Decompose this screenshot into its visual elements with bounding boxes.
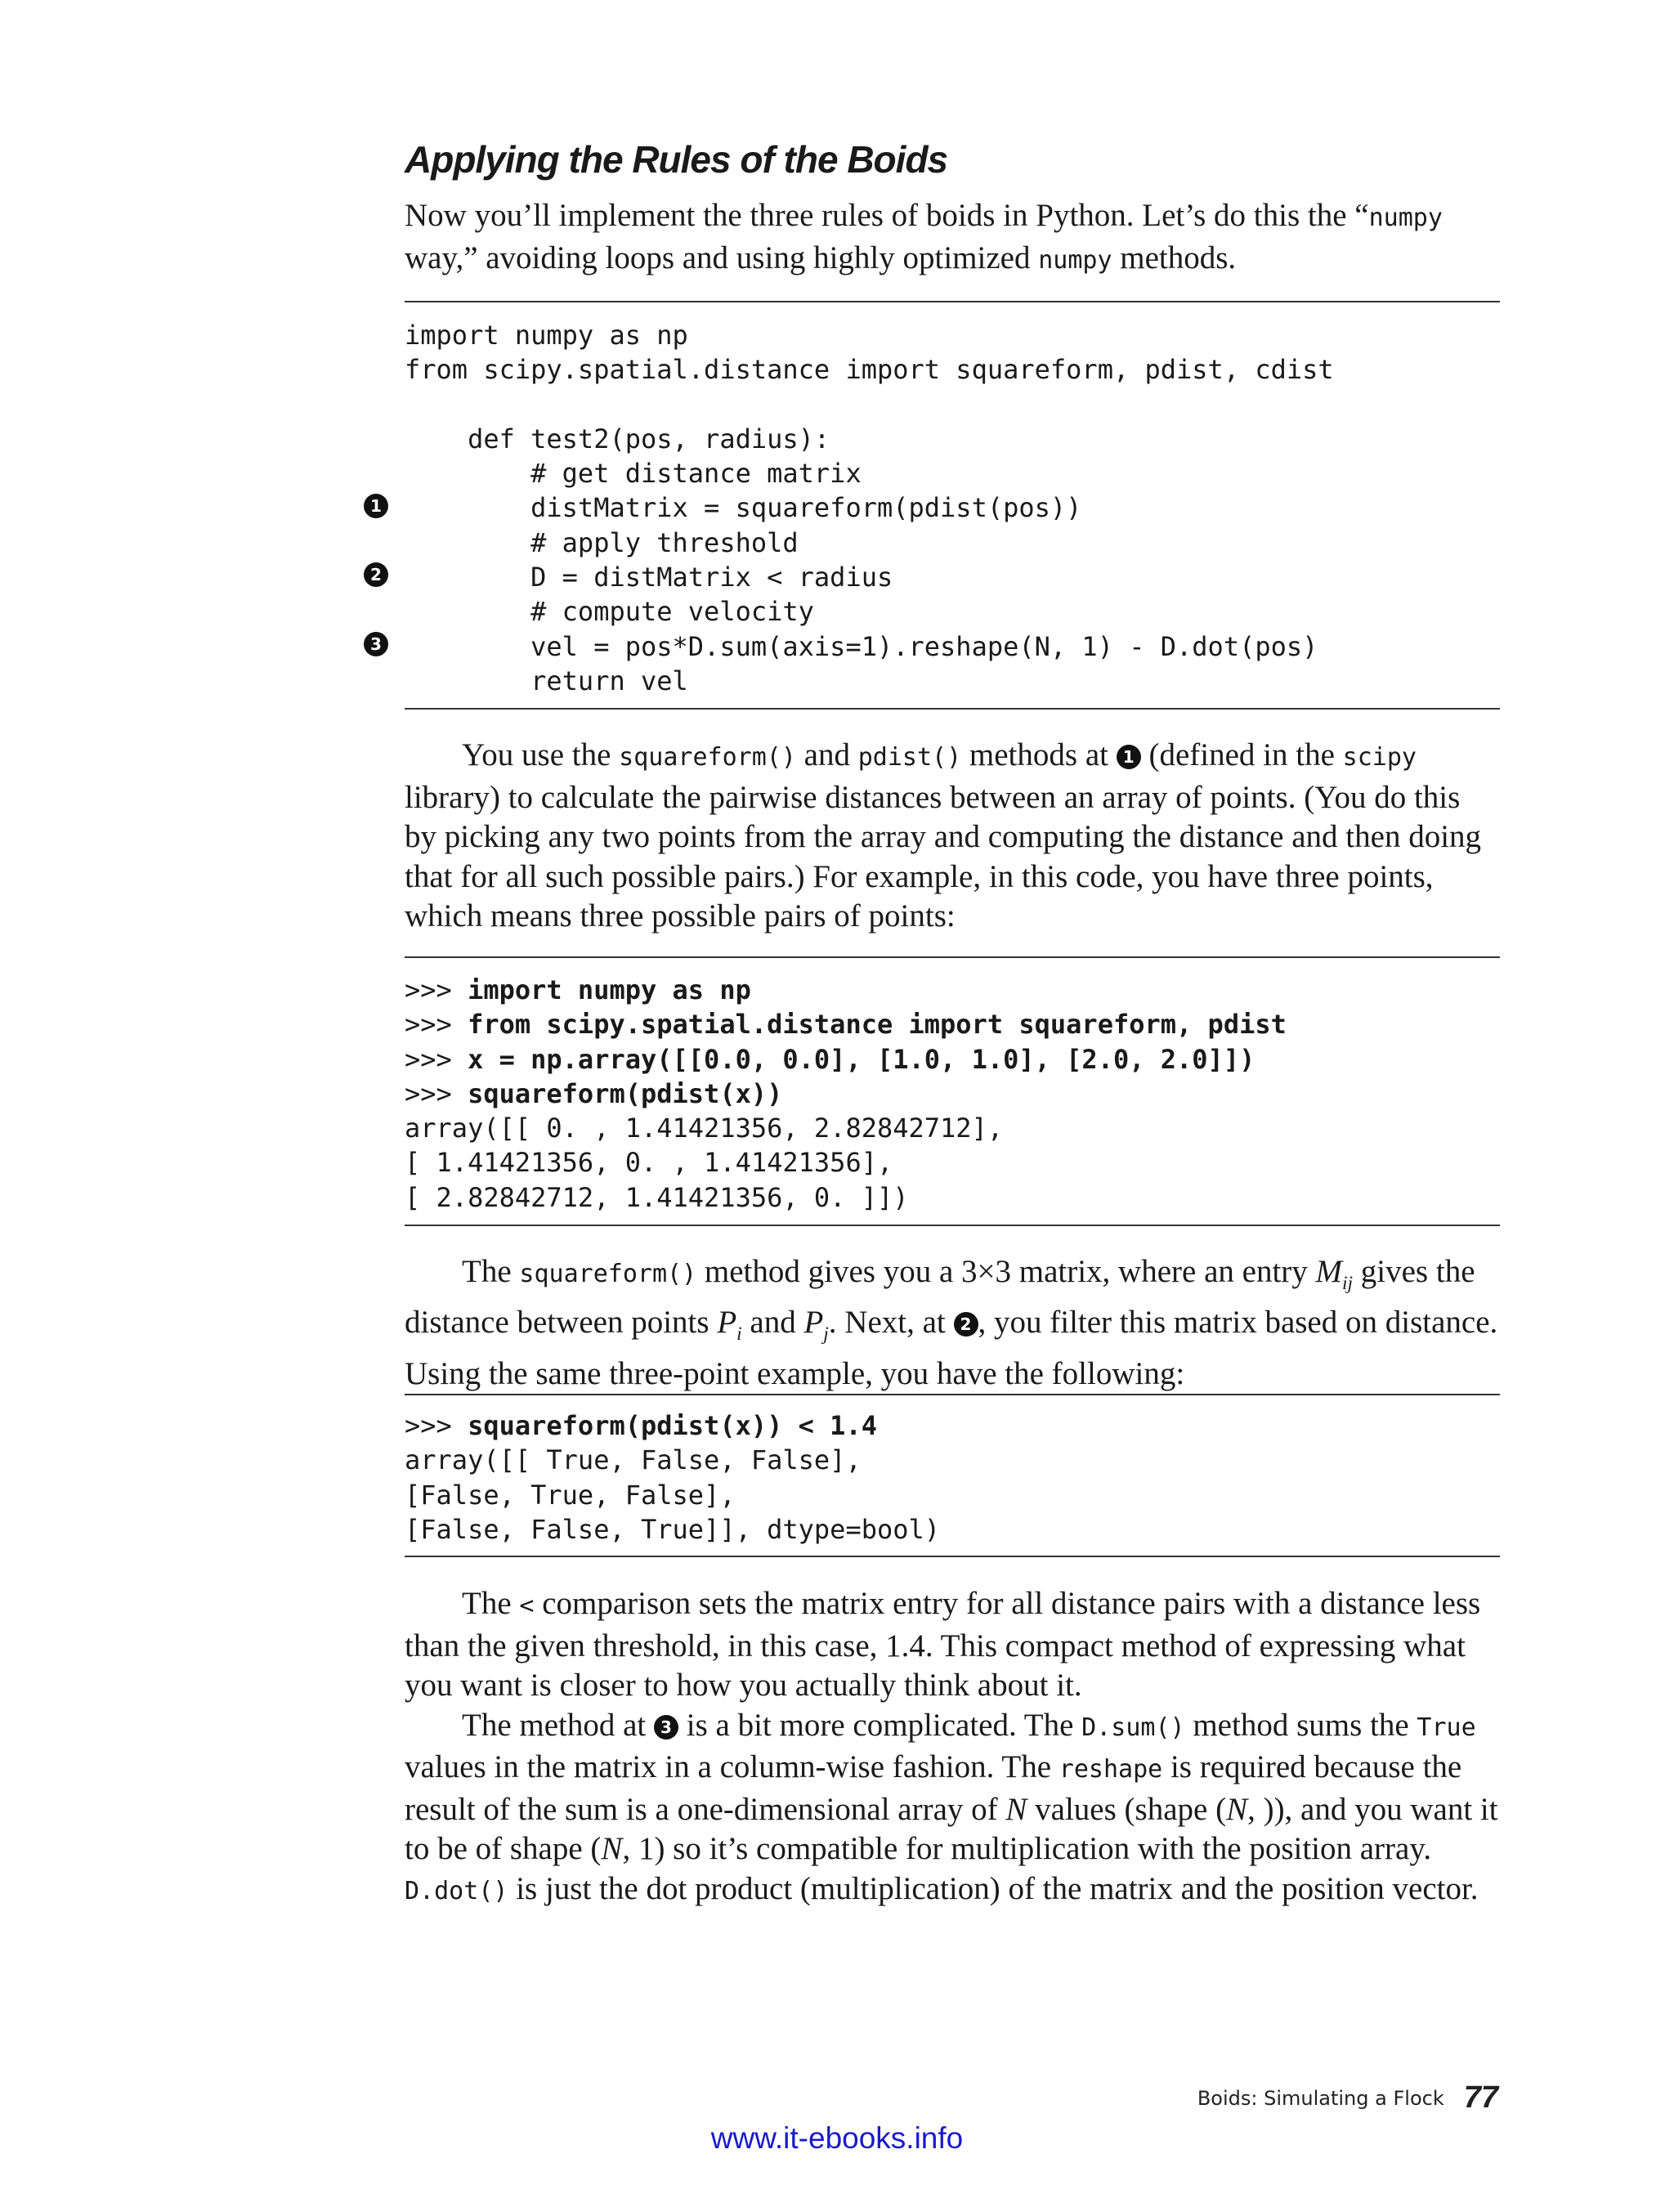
- code-line: >>> x = np.array([[0.0, 0.0], [1.0, 1.0], [2.0, 2.0]]): [405, 1043, 1256, 1075]
- code-block-1: [405, 318, 1500, 698]
- code-block-2-top-rule: [405, 956, 1500, 958]
- code-block-3-bottom-rule: [405, 1556, 1500, 1557]
- code-line: # apply threshold: [405, 526, 799, 558]
- code-line: [False, True, False],: [405, 1479, 736, 1511]
- code-line: distMatrix = squareform(pdist(pos)): [405, 492, 1082, 524]
- code-line: # compute velocity: [405, 596, 814, 628]
- watermark-link[interactable]: www.it-ebooks.info: [710, 2121, 964, 2155]
- code-block-2-bottom-rule: [405, 1225, 1500, 1226]
- code-line: def test2(pos, radius):: [405, 423, 830, 454]
- running-footer-chapter: Boids: Simulating a Flock: [1197, 2087, 1444, 2110]
- code-line: [ 1.41421356, 0. , 1.41421356],: [405, 1147, 893, 1179]
- callout-marker-3-icon: 3: [654, 1715, 678, 1740]
- code-block-2: [405, 973, 1500, 1215]
- callout-marker-3-icon: 3: [364, 632, 388, 656]
- code-line: >>> from scipy.spatial.distance import squareform, pdist: [405, 1009, 1287, 1041]
- code-line: import numpy as np: [405, 320, 688, 351]
- code-line: [False, False, True]], dtype=bool): [405, 1513, 941, 1545]
- closing-paragraphs: [405, 1584, 1500, 1911]
- callout-marker-2-icon: 2: [364, 562, 388, 587]
- callout-marker-2-icon: 2: [954, 1312, 978, 1337]
- section-title: Applying the Rules of the Boids: [405, 138, 948, 181]
- paragraph-comparison: The < comparison sets the matrix entry for all distance pairs with a distance less than the given threshold, in this case, 1.4. This compact method of expressing what you want is closer to how you actually think about it.: [405, 1586, 1481, 1703]
- code-line: vel = pos*D.sum(axis=1).reshape(N, 1) - D.dot(pos): [405, 630, 1318, 662]
- code-line: [405, 387, 1500, 422]
- code-block-3: [405, 1408, 1500, 1547]
- code-block-3-top-rule: [405, 1394, 1500, 1395]
- paragraph-pairwise-distances: You use the squareform() and pdist() methods at 1 (defined in the scipy library) to calculate the pairwise distances between an array of points. (You do this by picking any two points from the array and computing the distance and then doing that for all such possible pairs.) For example, in this code, you have three points, which means three possible pairs of points:: [405, 737, 1482, 934]
- code-line: array([[ 0. , 1.41421356, 2.82842712],: [405, 1113, 1004, 1144]
- code-line: # get distance matrix: [405, 458, 862, 490]
- paragraph-matrix: The squareform() method gives you a 3×3 matrix, where an entry $M_{ij}$ gives the distance between points $P_i$ and $P_j$. Next, at 2 , you filter this matrix based on distance. Using the same three-point example, you have the following:: [405, 1254, 1498, 1391]
- paragraph-sum-reshape: The method at 3 is a bit more complicated. The D.sum() method sums the True values in the matrix in a column-wise fashion. The reshape is required because the result of the sum is a one-dimensional array of N values (shape (N, )), and you want it to be of shape (N, 1) so it’s compatible for multiplication with the position array. D.dot() is just the dot product (multiplication) of the matrix and the position vector.: [405, 1707, 1498, 1906]
- code-line: D = distMatrix < radius: [405, 562, 893, 593]
- code-line: from scipy.spatial.distance import squareform, pdist, cdist: [405, 354, 1334, 386]
- code-line: array([[ True, False, False],: [405, 1444, 862, 1476]
- intro-paragraph: Now you’ll implement the three rules of boids in Python. Let’s do this the “numpy way,” avoiding loops and using highly optimized numpy methods.: [405, 198, 1443, 275]
- code-line: >>> import numpy as np: [405, 974, 751, 1005]
- code-line: >>> squareform(pdist(x)) < 1.4: [405, 1410, 877, 1441]
- callout-marker-1-icon: 1: [1117, 745, 1141, 769]
- page-number: 77: [1463, 2080, 1498, 2115]
- code-line: [ 2.82842712, 1.41421356, 0. ]]): [405, 1181, 909, 1213]
- callout-marker-1-icon: 1: [364, 494, 388, 518]
- code-line: return vel: [405, 665, 688, 696]
- page-footer: [1197, 2080, 1498, 2116]
- code-block-1-bottom-rule: [405, 708, 1500, 710]
- code-block-1-top-rule: [405, 301, 1500, 302]
- code-line: >>> squareform(pdist(x)): [405, 1077, 783, 1109]
